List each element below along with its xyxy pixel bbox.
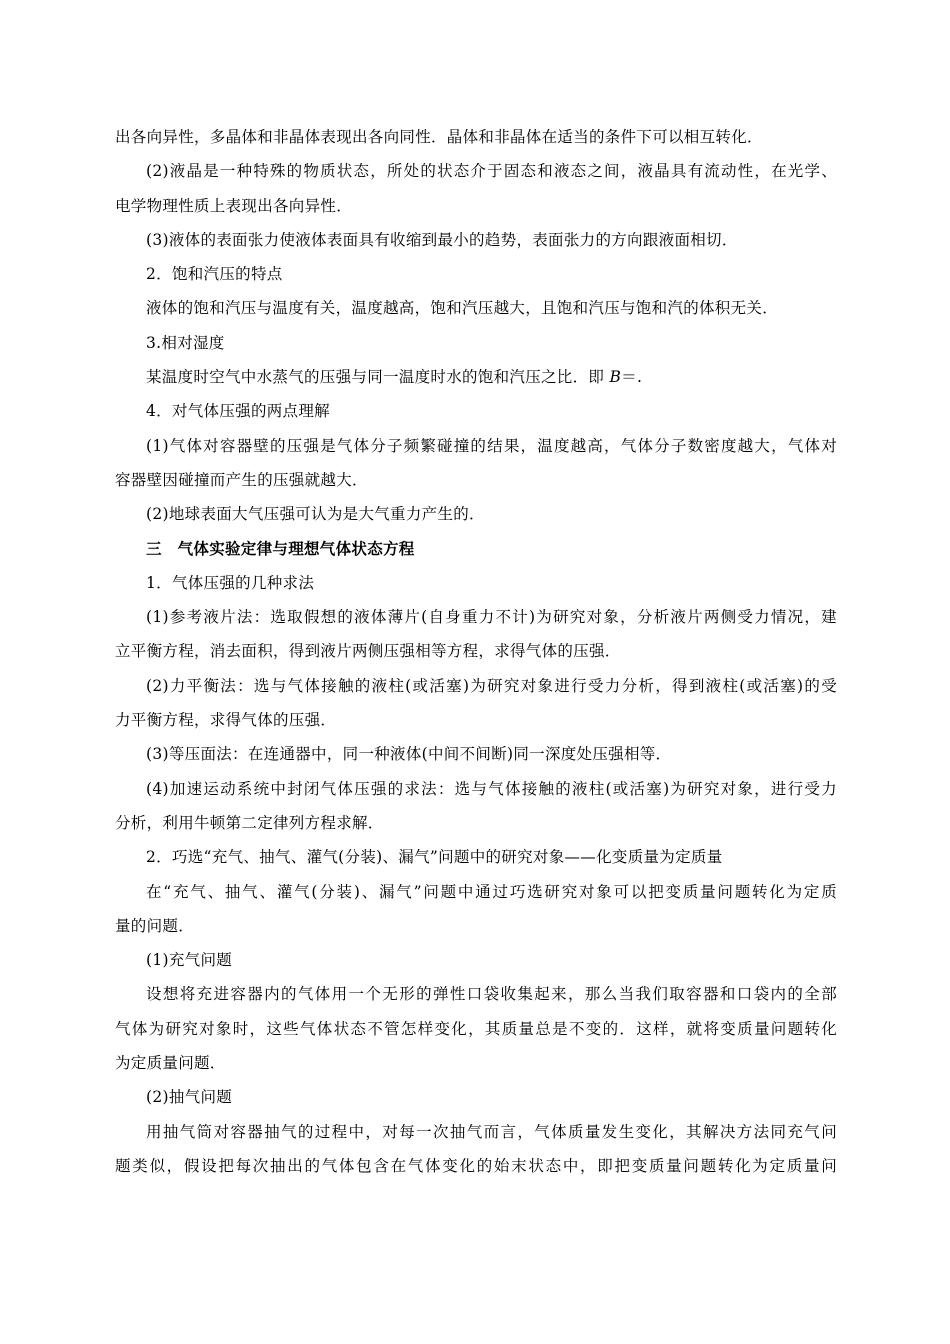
section-heading: 1．气体压强的几种求法 [146,573,315,592]
text-line: (4)加速运动系统中封闭气体压强的求法：选与气体接触的液柱(或活塞)为研究对象，进行受力 [146,779,837,798]
text-line: 量的问题． [115,916,195,935]
section-heading: 2．饱和汽压的特点 [146,265,283,284]
text-line: (1)气体对容器壁的压强是气体分子频繁碰撞的结果，温度越高，气体分子数密度越大，气体对 [146,436,837,455]
formula-variable: B [609,368,622,387]
section-heading: 3.相对湿度 [146,333,225,352]
text-line: 电学物理性质上表现出各向异性． [115,196,353,215]
text-line: 立平衡方程，消去面积，得到液片两侧压强相等方程，求得气体的压强． [115,642,621,661]
text-line: (3)液体的表面张力使液体表面具有收缩到最小的趋势，表面张力的方向跟液面相切． [146,230,738,249]
text-line: 在“充气、抽气、灌气(分装)、漏气”问题中通过巧选研究对象可以把变质量问题转化为定质 [146,882,837,901]
subsection-heading: (1)充气问题 [146,951,233,970]
text-line: (2)液晶是一种特殊的物质状态，所处的状态介于固态和液态之间，液晶具有流动性，在光学、 [146,162,837,181]
text-line: 气体为研究对象时，这些气体状态不管怎样变化，其质量总是不变的．这样，就将变质量问题转化 [115,1019,837,1038]
text-line: (1)参考液片法：选取假想的液体薄片(自身重力不计)为研究对象，分析液片两侧受力情况，建 [146,608,837,627]
section-heading: 4．对气体压强的两点理解 [146,402,330,421]
formula-text-before: 某温度时空气中水蒸气的压强与同一温度时水的饱和汽压之比．即 [146,368,610,387]
text-line: (3)等压面法：在连通器中，同一种液体(中间不间断)同一深度处压强相等． [146,745,672,764]
text-line: 题类似，假设把每次抽出的气体包含在气体变化的始末状态中，即把变质量问题转化为定质量问 [115,1156,837,1175]
text-line: 设想将充进容器内的气体用一个无形的弹性口袋收集起来，那么当我们取容器和口袋内的全部 [146,985,837,1004]
subsection-heading: (2)抽气问题 [146,1088,233,1107]
text-line: 出各向异性，多晶体和非晶体表现出各向同性．晶体和非晶体在适当的条件下可以相互转化． [115,128,763,146]
text-line: 液体的饱和汽压与温度有关，温度越高，饱和汽压越大，且饱和汽压与饱和汽的体积无关． [146,299,779,318]
text-line: 用抽气筒对容器抽气的过程中，对每一次抽气而言，气体质量发生变化，其解决方法同充气问 [146,1122,837,1141]
section-heading: 2．巧选“充气、抽气、灌气(分装)、漏气”问题中的研究对象——化变质量为定质量 [146,848,723,867]
text-line: (2)地球表面大气压强可认为是大气重力产生的． [146,505,485,524]
formula-line [115,360,837,394]
text-line: (2)力平衡法：选与气体接触的液柱(或活塞)为研究对象进行受力分析，得到液柱(或活塞)的受 [146,676,837,695]
document-page [115,120,837,1183]
chapter-heading: 三 气体实验定律与理想气体状态方程 [146,538,415,558]
text-line: 力平衡方程，求得气体的压强． [115,711,337,730]
text-line: 分析，利用牛顿第二定律列方程求解． [115,813,384,832]
formula-text-after: ＝. [621,368,643,387]
text-line: 容器壁因碰撞而产生的压强就越大． [115,470,368,489]
text-line: 为定质量问题． [115,1054,226,1073]
